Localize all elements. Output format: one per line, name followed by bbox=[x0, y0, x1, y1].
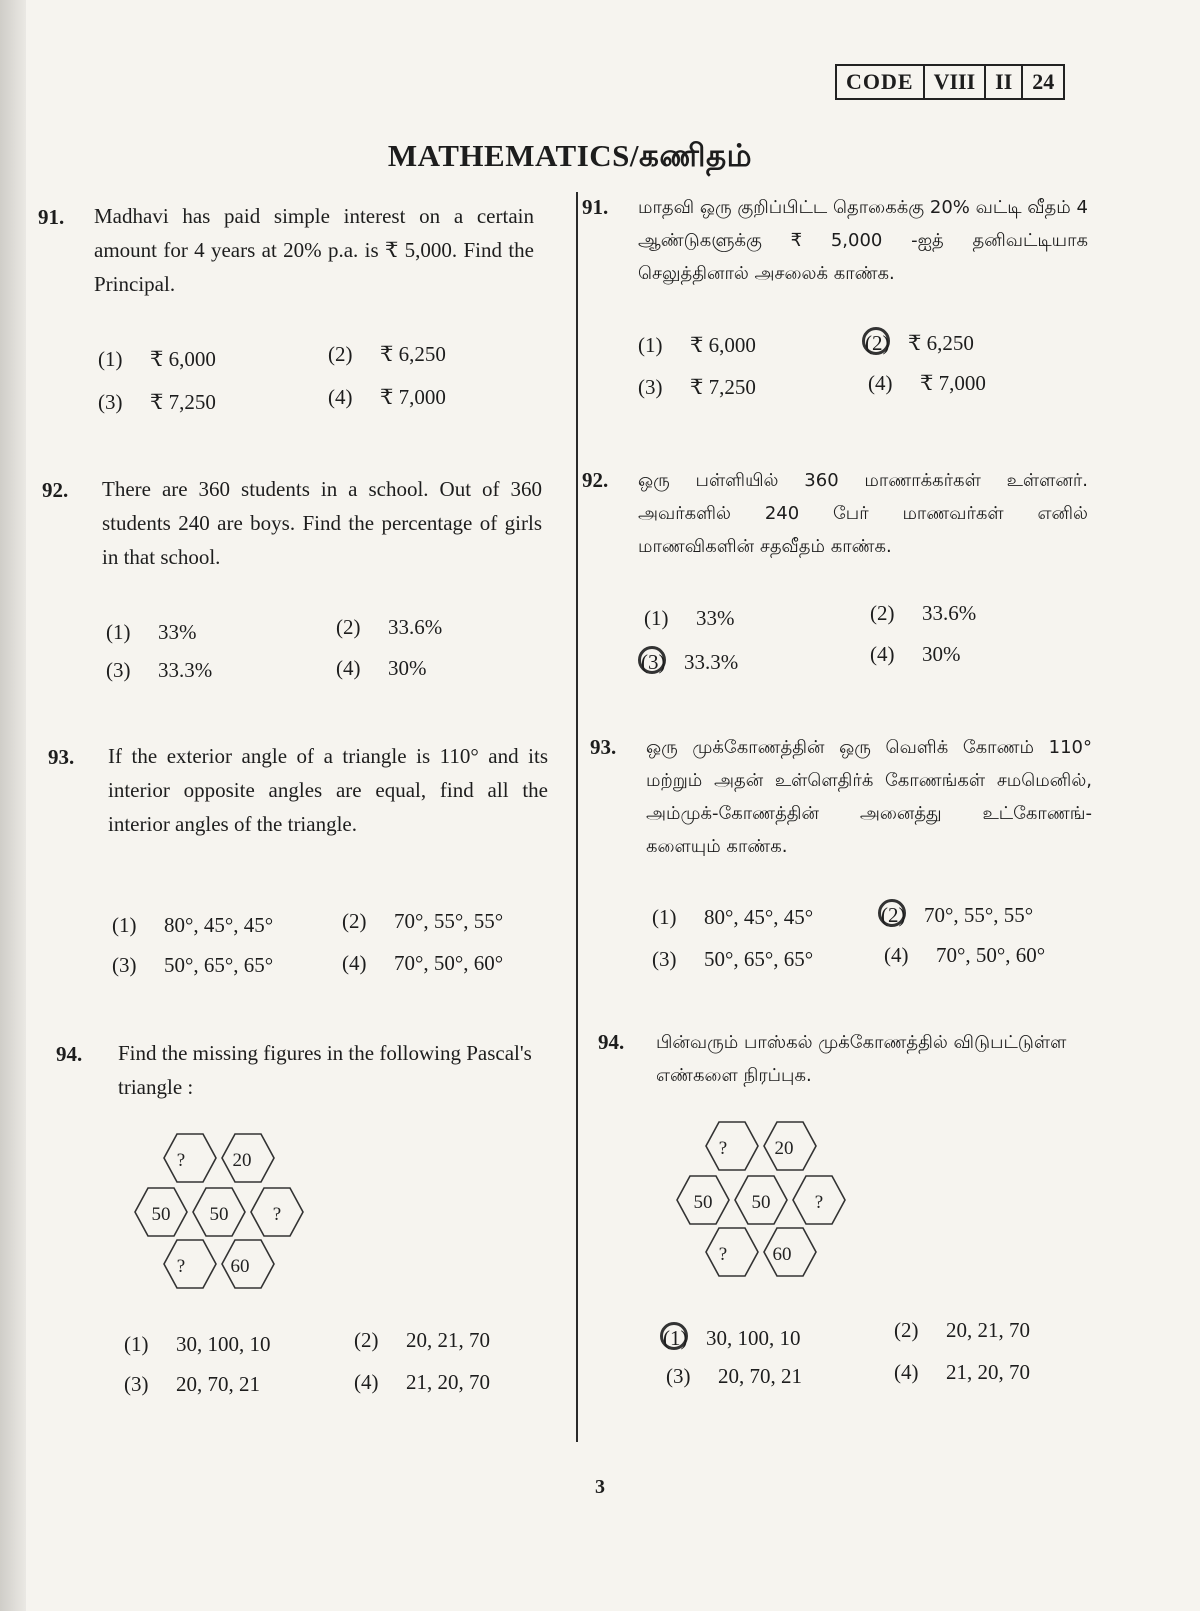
question-number: 94. bbox=[56, 1042, 83, 1066]
cell-mid-center: 50 bbox=[209, 1204, 229, 1225]
cell-top-right: 20 bbox=[232, 1150, 252, 1171]
option-number: (3) bbox=[124, 1372, 149, 1396]
page-title: MATHEMATICS/கணிதம் bbox=[387, 138, 753, 173]
option-value: ₹ 6,000 bbox=[690, 333, 756, 357]
option-number: (1) bbox=[106, 620, 131, 644]
cell-bottom-right: 60 bbox=[230, 1256, 250, 1277]
option-value: 80°, 45°, 45° bbox=[164, 913, 274, 937]
cell-bottom-right: 60 bbox=[772, 1244, 792, 1265]
option-value: 70°, 55°, 55° bbox=[394, 909, 504, 933]
option-value: ₹ 6,250 bbox=[908, 331, 974, 355]
option-value: 30, 100, 10 bbox=[706, 1326, 801, 1350]
option-number: (1) bbox=[638, 333, 663, 357]
option-value: 20, 70, 21 bbox=[176, 1372, 260, 1396]
option-number: (3) bbox=[106, 658, 131, 682]
option-1-selected[interactable] bbox=[663, 1322, 801, 1351]
cell-top-left: ? bbox=[718, 1138, 728, 1159]
code-label: CODE bbox=[846, 69, 914, 94]
option-value: ₹ 7,250 bbox=[690, 375, 756, 399]
option-1[interactable] bbox=[124, 1332, 271, 1357]
column-divider bbox=[576, 192, 578, 1442]
option-number: (3) bbox=[666, 1364, 691, 1388]
option-1[interactable] bbox=[106, 620, 197, 645]
option-3[interactable] bbox=[652, 947, 813, 972]
option-number: (4) bbox=[868, 371, 893, 395]
option-1[interactable] bbox=[638, 333, 756, 358]
question-text: If the exterior angle of a triangle is 110° and its interior opposite angles are equal, find all the interior angles of the triangle. bbox=[108, 744, 548, 836]
cell-mid-right: ? bbox=[272, 1204, 282, 1225]
option-2[interactable] bbox=[354, 1328, 490, 1353]
option-number: (2) bbox=[354, 1328, 379, 1352]
page-number: 3 bbox=[595, 1476, 605, 1498]
question-number: 92. bbox=[582, 468, 609, 492]
option-value: 20, 21, 70 bbox=[946, 1318, 1030, 1342]
code-paper: II bbox=[984, 66, 1021, 98]
question-text: ஒரு முக்கோணத்தின் ஒரு வெளிக் கோணம் 110° மற்றும் அதன் உள்ளெதிர்க் கோணங்கள் சமமெனில், அம்முக்-கோணத்தின் அனைத்து உட்கோணங்-களையும் காண்க. bbox=[646, 737, 1092, 857]
option-value: 30, 100, 10 bbox=[176, 1332, 271, 1356]
option-number: (2) bbox=[342, 909, 367, 933]
option-number: (2) bbox=[870, 601, 895, 625]
option-4[interactable] bbox=[342, 951, 503, 976]
option-number: (3) bbox=[652, 947, 677, 971]
option-value: 70°, 50°, 60° bbox=[936, 943, 1046, 967]
option-number: (1) bbox=[124, 1332, 149, 1356]
option-value: 80°, 45°, 45° bbox=[704, 905, 814, 929]
option-number: (1) bbox=[652, 905, 677, 929]
option-4[interactable] bbox=[336, 656, 427, 681]
answer-circle: (2) bbox=[862, 327, 890, 355]
hexagon-grid bbox=[660, 1116, 850, 1296]
cell-bottom-left: ? bbox=[718, 1244, 728, 1265]
option-number: (3) bbox=[98, 390, 123, 414]
pascal-hexagon-figure-ta bbox=[660, 1116, 850, 1296]
option-value: 70°, 55°, 55° bbox=[924, 903, 1034, 927]
question-number: 91. bbox=[38, 205, 65, 229]
option-value: ₹ 7,000 bbox=[380, 385, 446, 409]
option-number: (1) bbox=[98, 347, 123, 371]
option-3[interactable] bbox=[112, 953, 273, 978]
option-value: 33% bbox=[696, 606, 735, 630]
option-3[interactable] bbox=[106, 658, 212, 683]
option-4[interactable] bbox=[870, 642, 961, 667]
option-value: 20, 21, 70 bbox=[406, 1328, 490, 1352]
question-number: 91. bbox=[582, 195, 609, 219]
option-2-selected[interactable] bbox=[881, 899, 1034, 928]
option-value: ₹ 6,250 bbox=[380, 342, 446, 366]
question-text: Find the missing figures in the following Pascal's triangle : bbox=[118, 1041, 532, 1099]
question-text: ஒரு பள்ளியில் 360 மாணாக்கர்கள் உள்ளனர். அவர்களில் 240 பேர் மாணவர்கள் எனில் மாணவிகளின் சதவீதம் காண்க. bbox=[638, 470, 1088, 557]
option-3[interactable] bbox=[98, 390, 216, 415]
option-value: 50°, 65°, 65° bbox=[704, 947, 814, 971]
hexagon-grid bbox=[118, 1128, 308, 1308]
question-text: மாதவி ஒரு குறிப்பிட்ட தொகைக்கு 20% வட்டி வீதம் 4 ஆண்டுகளுக்கு ₹ 5,000 -ஐத் தனிவட்டியாக செலுத்தினால் அசலைக் காண்க. bbox=[638, 197, 1088, 284]
question-number: 94. bbox=[598, 1030, 625, 1054]
option-number: (4) bbox=[870, 642, 895, 666]
scan-edge-shadow bbox=[0, 0, 26, 1611]
option-number: (4) bbox=[884, 943, 909, 967]
code-box bbox=[835, 64, 1065, 100]
option-value: 33.6% bbox=[388, 615, 443, 639]
answer-circle: (3) bbox=[638, 646, 666, 674]
question-number: 93. bbox=[590, 735, 617, 759]
option-value: 21, 20, 70 bbox=[406, 1370, 490, 1394]
option-2[interactable] bbox=[336, 615, 442, 640]
question-number: 92. bbox=[42, 478, 69, 502]
pascal-hexagon-figure-en bbox=[118, 1128, 308, 1308]
option-number: (1) bbox=[112, 913, 137, 937]
option-1[interactable] bbox=[98, 347, 216, 372]
option-value: 30% bbox=[922, 642, 961, 666]
question-number: 93. bbox=[48, 745, 75, 769]
option-2[interactable] bbox=[342, 909, 503, 934]
option-2[interactable] bbox=[894, 1318, 1030, 1343]
option-number: (2) bbox=[328, 342, 353, 366]
option-value: 30% bbox=[388, 656, 427, 680]
cell-top-left: ? bbox=[176, 1150, 186, 1171]
question-text: பின்வரும் பாஸ்கல் முக்கோணத்தில் விடுபட்டுள்ள எண்களை நிரப்புக. bbox=[656, 1032, 1067, 1086]
option-1[interactable] bbox=[112, 913, 273, 938]
option-value: 20, 70, 21 bbox=[718, 1364, 802, 1388]
option-value: ₹ 7,250 bbox=[150, 390, 216, 414]
option-value: 70°, 50°, 60° bbox=[394, 951, 504, 975]
option-number: (4) bbox=[894, 1360, 919, 1384]
option-value: 33.3% bbox=[158, 658, 213, 682]
option-number: (4) bbox=[328, 385, 353, 409]
option-2-selected[interactable] bbox=[865, 327, 974, 356]
cell-mid-left: 50 bbox=[151, 1204, 171, 1225]
option-number: (2) bbox=[336, 615, 361, 639]
option-number: (4) bbox=[336, 656, 361, 680]
option-1[interactable] bbox=[652, 905, 813, 930]
cell-mid-right: ? bbox=[814, 1192, 824, 1213]
cell-top-right: 20 bbox=[774, 1138, 794, 1159]
option-value: 33.3% bbox=[684, 650, 739, 674]
option-value: 21, 20, 70 bbox=[946, 1360, 1030, 1384]
cell-mid-center: 50 bbox=[751, 1192, 771, 1213]
option-1[interactable] bbox=[644, 606, 735, 631]
question-text: Madhavi has paid simple interest on a certain amount for 4 years at 20% p.a. is ₹ 5,000. Find the Principal. bbox=[94, 204, 534, 296]
option-4[interactable] bbox=[354, 1370, 490, 1395]
option-3-selected[interactable] bbox=[641, 646, 739, 675]
option-number: (2) bbox=[894, 1318, 919, 1342]
option-4[interactable] bbox=[884, 943, 1045, 968]
option-value: 33.6% bbox=[922, 601, 977, 625]
answer-circle: (1) bbox=[660, 1322, 688, 1350]
option-4[interactable] bbox=[328, 385, 446, 410]
cell-bottom-left: ? bbox=[176, 1256, 186, 1277]
cell-mid-left: 50 bbox=[693, 1192, 713, 1213]
code-page: 24 bbox=[1021, 66, 1063, 98]
question-text: There are 360 students in a school. Out of 360 students 240 are boys. Find the percentage of girls in that school. bbox=[102, 477, 542, 569]
option-value: ₹ 7,000 bbox=[920, 371, 986, 395]
option-value: 50°, 65°, 65° bbox=[164, 953, 274, 977]
option-3[interactable] bbox=[666, 1364, 802, 1389]
option-3[interactable] bbox=[638, 375, 756, 400]
option-4[interactable] bbox=[894, 1360, 1030, 1385]
answer-circle: (2) bbox=[878, 899, 906, 927]
option-2[interactable] bbox=[870, 601, 976, 626]
option-number: (4) bbox=[354, 1370, 379, 1394]
option-number: (3) bbox=[638, 375, 663, 399]
code-class: VIII bbox=[923, 66, 985, 98]
option-number: (3) bbox=[112, 953, 137, 977]
option-number: (1) bbox=[644, 606, 669, 630]
option-2[interactable] bbox=[328, 342, 446, 367]
option-value: ₹ 6,000 bbox=[150, 347, 216, 371]
option-number: (4) bbox=[342, 951, 367, 975]
option-4[interactable] bbox=[868, 371, 986, 396]
option-value: 33% bbox=[158, 620, 197, 644]
option-3[interactable] bbox=[124, 1372, 260, 1397]
